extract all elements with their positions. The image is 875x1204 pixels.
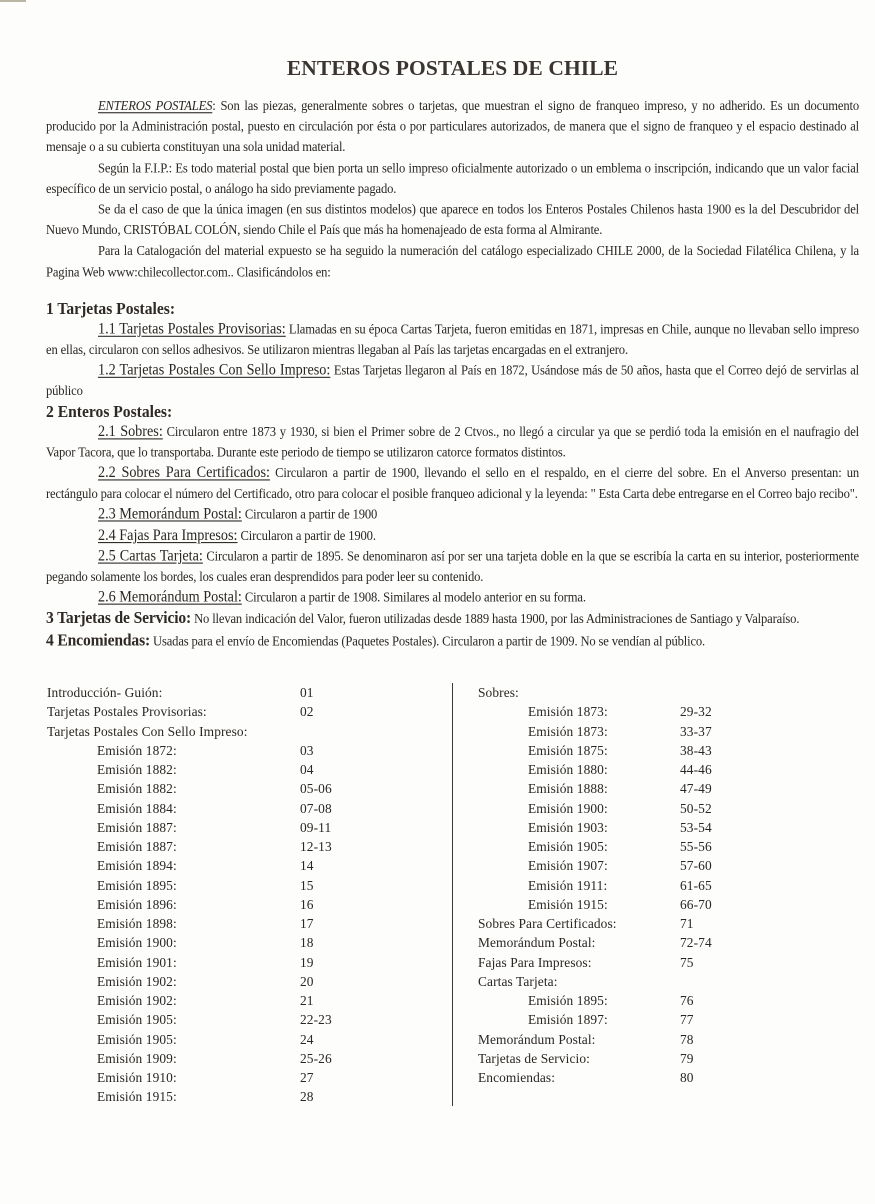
section-gap <box>46 283 859 300</box>
index-label: Memorándum Postal: <box>478 935 596 951</box>
index-label: Emisión 1910: <box>97 1070 177 1085</box>
index-label: Emisión 1911: <box>528 877 608 893</box>
index-label: Fajas Para Impresos: <box>478 954 592 970</box>
index-label: Encomiendas: <box>478 1070 556 1085</box>
intro-paragraph-3: Se da el caso de que la única imagen (en sus distintos modelos) que aparece en todos los Enteros Postales Chilenos hasta 1900 es la del Descubridor del Nuevo Mundo, CRISTÓBAL COLÓN, siendo Chile el País que más ha homenajeado de esta forma al Almirante. <box>46 201 859 238</box>
index-row <box>478 741 808 760</box>
index-row <box>47 1049 437 1068</box>
index-row <box>47 818 437 837</box>
index-row <box>47 722 437 741</box>
index-page-number: 24 <box>300 1031 314 1047</box>
index-page-number: 53-54 <box>680 819 712 835</box>
item-label: 1.2 Tarjetas Postales Con Sello Impreso: <box>98 361 331 380</box>
item-label: 2.2 Sobres Para Certificados: <box>98 464 270 482</box>
index-row <box>47 683 437 702</box>
index-label: Emisión 1873: <box>528 704 608 720</box>
index-page-number: 57-60 <box>680 858 712 874</box>
index-row <box>47 1010 437 1029</box>
index-label: Emisión 1900: <box>97 935 177 951</box>
index-row <box>47 876 437 895</box>
index-label: Emisión 1907: <box>528 858 608 874</box>
section-heading-4: 4 Encomiendas: <box>46 631 151 650</box>
index-row <box>478 856 808 875</box>
index-label: Sobres: <box>478 685 519 700</box>
index-label: Emisión 1902: <box>97 993 177 1008</box>
index-label: Emisión 1884: <box>97 800 177 816</box>
item-label: 2.1 Sobres: <box>98 422 163 441</box>
index-row <box>47 914 437 933</box>
index-page-number: 01 <box>300 685 314 700</box>
index-label: Emisión 1895: <box>97 877 177 893</box>
section-heading-1: 1 Tarjetas Postales: <box>46 299 176 319</box>
index-page-number: 25-26 <box>300 1050 332 1066</box>
index-row <box>478 895 808 914</box>
index-label: Emisión 1873: <box>528 723 608 739</box>
index-label: Emisión 1887: <box>97 819 177 835</box>
index-page-number: 33-37 <box>680 723 712 739</box>
index-row <box>47 799 437 818</box>
index-row <box>478 722 808 741</box>
section-heading-2: 2 Enteros Postales: <box>46 402 173 421</box>
index-label: Emisión 1905: <box>528 839 608 854</box>
index-page-number: 02 <box>300 704 314 720</box>
index-row <box>478 702 808 721</box>
index-label: Emisión 1875: <box>528 742 608 758</box>
index-page-number: 19 <box>300 954 314 970</box>
index-page-number: 05-06 <box>300 781 332 797</box>
index-row <box>478 779 808 798</box>
index-page-number: 03 <box>300 742 314 758</box>
index-row <box>47 837 437 856</box>
index-row <box>47 933 437 952</box>
index-row <box>478 991 808 1010</box>
index-page-number: 27 <box>300 1070 314 1085</box>
index-row <box>47 953 437 972</box>
index-page-number: 38-43 <box>680 742 712 758</box>
intro-paragraph-1: ENTEROS POSTALES: Son las piezas, generalmente sobres o tarjetas, que muestran el signo de franqueo impreso, y no adherido. Es un documento producido por la Administración postal, puesto en circulación por ésta o por particulares autorizados, de manera que el signo de franqueo y el espacio destinado al mensaje o a su cubierta constituyan una sola unidad material. <box>46 98 859 155</box>
index-label: Tarjetas Postales Con Sello Impreso: <box>47 723 248 739</box>
index-page-number: 76 <box>680 993 694 1008</box>
index-label: Emisión 1903: <box>528 819 608 835</box>
section-4: 4 Encomiendas: Usadas para el envío de Encomiendas (Paquetes Postales). Circularon a partir de 1909. No se vendían al público. <box>46 631 706 650</box>
index-label: Emisión 1882: <box>97 781 177 797</box>
index-row <box>478 1030 808 1049</box>
index-page-number: 28 <box>300 1089 314 1105</box>
index-column-left <box>47 683 437 1107</box>
index-page-number: 07-08 <box>300 800 332 816</box>
item-label: 2.3 Memorándum Postal: <box>98 505 242 524</box>
section-item-2-2: 2.2 Sobres Para Certificados: Circularon a partir de 1900, llevando el sello en el respaldo, en el cierre del sobre. En el Anverso presentan: un rectángulo para colocar el número del Certificado, otro para colocar el posible franqueo adicional y la leyenda: " Esta Carta debe entregarse en el Correo bajo recibo". <box>46 464 859 502</box>
index-page-number: 17 <box>300 916 314 931</box>
index-label: Emisión 1900: <box>528 800 608 816</box>
index-label: Emisión 1888: <box>528 781 608 797</box>
index-page-number: 44-46 <box>680 762 712 777</box>
index-row <box>478 1010 808 1029</box>
index-row <box>478 799 808 818</box>
index-label: Emisión 1901: <box>97 954 177 970</box>
index-table <box>0 683 875 1108</box>
index-label: Introducción- Guión: <box>47 685 163 700</box>
section-item-1-2: 1.2 Tarjetas Postales Con Sello Impreso: Estas Tarjetas llegaron al País en 1872, Usándose más de 50 años, hasta que el Correo dejó de servirlas al público <box>46 361 859 399</box>
index-label: Emisión 1915: <box>528 896 608 912</box>
scan-artifact <box>0 0 26 2</box>
intro-paragraph-2: Según la F.I.P.: Es todo material postal que bien porta un sello impreso oficialmente autorizado o un emblema o inscripción, indicando que un valor facial específico de un servicio postal, o análogo ha sido previamente pagado. <box>46 160 859 197</box>
index-label: Emisión 1897: <box>528 1012 608 1028</box>
item-label: 2.4 Fajas Para Impresos: <box>98 526 238 544</box>
index-row <box>47 895 437 914</box>
index-page-number: 04 <box>300 762 314 777</box>
index-page-number: 80 <box>680 1070 694 1085</box>
index-label: Emisión 1909: <box>97 1050 177 1066</box>
item-label: 2.5 Cartas Tarjeta: <box>98 547 203 565</box>
index-label: Emisión 1905: <box>97 1031 177 1047</box>
index-row <box>478 683 808 702</box>
index-row <box>478 1049 808 1068</box>
section-item-1-1: 1.1 Tarjetas Postales Provisorias: Llamadas en su época Cartas Tarjeta, fueron emitidas en 1871, impresas en Chile, aunque no llevaban sello impreso en ellas, circularon con sellos adhesivos. Se utilizaron mientras llegaban al País las tarjetas encargadas en el extranjero. <box>46 320 860 358</box>
index-label: Emisión 1887: <box>97 839 177 854</box>
index-row <box>478 972 808 991</box>
index-label: Emisión 1894: <box>97 858 177 874</box>
index-label: Emisión 1872: <box>97 742 177 758</box>
index-row <box>478 914 808 933</box>
index-page-number: 47-49 <box>680 781 712 797</box>
index-label: Emisión 1880: <box>528 762 608 777</box>
section-item-2-3: 2.3 Memorándum Postal: Circularon a partir de 1900 <box>98 505 378 524</box>
index-row <box>478 953 808 972</box>
section-item-2-1: 2.1 Sobres: Circularon entre 1873 y 1930, si bien el Primer sobre de 2 Ctvos., no llegó a circular ya que se perdió toda la emisión en el naufragio del Vapor Tacora, que lo transportaba. Durante este periodo de tiempo se utilizaron catorce formatos distintos. <box>46 422 859 460</box>
index-row <box>47 856 437 875</box>
index-row <box>47 702 437 721</box>
intro-paragraph-4: Para la Catalogación del material expuesto se ha seguido la numeración del catálogo especializado CHILE 2000, de la Sociedad Filatélica Chilena, y la Pagina Web www:chilecollector.com.. Clasificándolos en: <box>46 243 859 280</box>
index-row <box>47 1068 437 1087</box>
index-row <box>478 876 808 895</box>
index-row <box>47 991 437 1010</box>
index-page-number: 21 <box>300 993 314 1008</box>
index-row <box>47 760 437 779</box>
index-label: Emisión 1902: <box>97 973 177 989</box>
index-page-number: 20 <box>300 973 314 989</box>
index-page-number: 29-32 <box>680 704 712 720</box>
index-label: Cartas Tarjeta: <box>478 973 558 989</box>
index-page-number: 55-56 <box>680 839 712 854</box>
index-row <box>478 1068 808 1087</box>
index-label: Sobres Para Certificados: <box>478 916 617 931</box>
index-row <box>478 760 808 779</box>
item-label: 2.6 Memorándum Postal: <box>98 588 242 607</box>
index-row <box>478 933 808 952</box>
index-page-number: 15 <box>300 877 314 893</box>
body-text <box>46 96 859 652</box>
index-page-number: 66-70 <box>680 896 712 912</box>
index-label: Memorándum Postal: <box>478 1031 596 1047</box>
column-divider <box>452 683 453 1106</box>
index-page-number: 12-13 <box>300 839 332 854</box>
index-page-number: 78 <box>680 1031 694 1047</box>
index-row <box>47 972 437 991</box>
index-row <box>47 741 437 760</box>
index-label: Tarjetas de Servicio: <box>478 1050 590 1066</box>
index-page-number: 18 <box>300 935 314 951</box>
index-row <box>47 779 437 798</box>
section-3: 3 Tarjetas de Servicio: No llevan indicación del Valor, fueron utilizadas desde 1889 hasta 1900, por las Administraciones de Santiago y Valparaíso. <box>46 609 800 628</box>
section-item-2-5: 2.5 Cartas Tarjeta: Circularon a partir de 1895. Se denominaron así por ser una tarjeta doble en la que se escribía la carta en su interior, posteriormente pegando solamente los bordes, los cuales eran desprendidos para poder leer su contenido. <box>46 547 859 585</box>
index-row <box>47 1030 437 1049</box>
index-page-number: 50-52 <box>680 800 712 816</box>
section-item-2-4: 2.4 Fajas Para Impresos: Circularon a partir de 1900. <box>98 526 376 544</box>
item-label: 1.1 Tarjetas Postales Provisorias: <box>98 320 286 338</box>
page-title: ENTEROS POSTALES DE CHILE <box>286 56 619 80</box>
index-page-number: 72-74 <box>680 935 712 951</box>
index-page-number: 77 <box>680 1012 694 1028</box>
index-page-number: 71 <box>680 916 694 931</box>
index-page-number: 79 <box>680 1050 694 1066</box>
index-row <box>478 818 808 837</box>
index-row <box>47 1087 437 1106</box>
index-label: Tarjetas Postales Provisorias: <box>47 704 207 720</box>
index-label: Emisión 1905: <box>97 1012 177 1028</box>
index-column-right <box>478 683 808 1087</box>
section-item-2-6: 2.6 Memorándum Postal: Circularon a partir de 1908. Similares al modelo anterior en su forma. <box>98 588 586 607</box>
index-page-number: 16 <box>300 896 314 912</box>
index-page-number: 75 <box>680 954 694 970</box>
index-label: Emisión 1915: <box>97 1089 177 1105</box>
index-page-number: 14 <box>300 858 314 874</box>
intro-term: ENTEROS POSTALES <box>98 98 213 114</box>
index-row <box>478 837 808 856</box>
index-label: Emisión 1882: <box>97 762 177 777</box>
index-label: Emisión 1895: <box>528 993 608 1008</box>
index-page-number: 61-65 <box>680 877 712 893</box>
index-label: Emisión 1896: <box>97 896 177 912</box>
section-heading-3: 3 Tarjetas de Servicio: <box>46 609 192 628</box>
index-label: Emisión 1898: <box>97 916 177 931</box>
index-page-number: 22-23 <box>300 1012 332 1028</box>
index-page-number: 09-11 <box>300 819 332 835</box>
